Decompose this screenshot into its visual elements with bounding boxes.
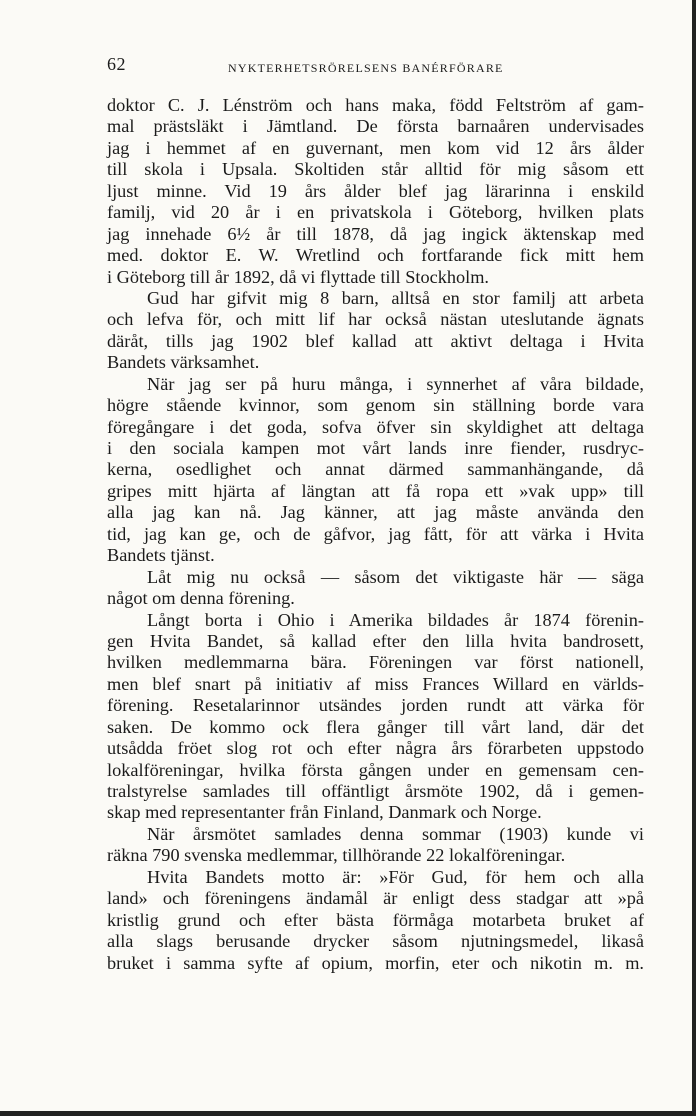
text-line: till skola i Upsala. Skoltiden står alltid för mig såsom ett <box>107 159 644 180</box>
text-line: bruket i samma syfte af opium, morfin, eter och nikotin m. m. <box>107 952 644 973</box>
text-line: doktor C. J. Lénström och hans maka, född Feltström af gam- <box>107 95 644 115</box>
text-line: Hvita Bandets motto är: »För Gud, för hem och alla <box>147 866 644 887</box>
text-line: gen Hvita Bandet, så kallad efter den lilla hvita bandrosett, <box>107 630 644 651</box>
text-line: i den sociala kampen mot vårt lands inre fiender, rusdryc- <box>107 438 644 458</box>
text-line: förening. Resetalarinnor utsändes jorden rundt att värka för <box>107 695 644 716</box>
text-line: alla slags berusande drycker såsom njutningsmedel, likaså <box>107 931 644 952</box>
text-line: med. doktor E. W. Wretlind och fortfarande fick mitt hem <box>107 245 644 266</box>
text-line: hvilken medlemmarna bära. Föreningen var först nationell, <box>107 652 644 673</box>
text-line: mal prästsläkt i Jämtland. De första barnaåren undervisades <box>107 116 644 137</box>
text-line: jag innehade 6½ år till 1878, då jag ingick äktenskap med <box>107 223 644 244</box>
text-line: utsådda fröet slog rot och efter några års förarbeten uppstodo <box>107 738 644 759</box>
text-line: familj, vid 20 år i en privatskola i Göteborg, hvilken plats <box>107 202 644 223</box>
text-line: kerna, osedlighet och annat därmed sammanhängande, då <box>107 459 644 480</box>
text-line: och lefva för, och mitt lif har också nästan uteslutande ägnats <box>107 309 644 330</box>
text-line: tid, jag kan ge, och de gåfvor, jag fått, för att värka i Hvita <box>107 523 644 544</box>
page-edge-bottom <box>0 1111 696 1116</box>
text-line: alla jag kan nå. Jag känner, att jag måste använda den <box>107 502 644 523</box>
page-number: 62 <box>107 54 126 74</box>
text-line: Bandets tjänst. <box>107 545 215 566</box>
text-line: Låt mig nu också — såsom det viktigaste här — säga <box>147 566 644 587</box>
body-text <box>107 95 644 974</box>
text-line: däråt, tills jag 1902 blef kallad att aktivt deltaga i Hvita <box>107 330 644 351</box>
text-line: föregångare i det goda, sofva öfver sin skyldighet att deltaga <box>107 416 644 437</box>
text-line: men blef snart på initiativ af miss Frances Willard en världs- <box>107 673 644 694</box>
text-line: kristlig grund och efter bästa förmåga motarbeta bruket af <box>107 909 644 930</box>
text-line: Gud har gifvit mig 8 barn, alltså en stor familj att arbeta <box>147 287 644 308</box>
text-line: högre stående kvinnor, som genom sin ställning borde vara <box>107 395 644 416</box>
page-edge-right <box>692 0 696 1116</box>
text-line: ljust minne. Vid 19 års ålder blef jag lärarinna i enskild <box>107 180 644 201</box>
text-line: När jag ser på huru många, i synnerhet af våra bildade, <box>147 373 644 394</box>
running-title: NYKTERHETSRÖRELSENS BANÉRFÖRARE <box>228 61 504 75</box>
text-line: jag i hemmet af en guvernant, men kom vid 12 års ålder <box>107 137 644 158</box>
text-line: Bandets värksamhet. <box>107 352 260 373</box>
text-line: Långt borta i Ohio i Amerika bildades år 1874 förenin- <box>147 609 644 630</box>
text-line: något om denna förening. <box>107 588 295 609</box>
text-line: När årsmötet samlades denna sommar (1903) kunde vi <box>147 823 644 844</box>
text-line: räkna 790 svenska medlemmar, tillhörande 22 lokalföreningar. <box>107 845 566 866</box>
text-line: i Göteborg till år 1892, då vi flyttade till Stockholm. <box>107 266 489 287</box>
text-line: lokalföreningar, hvilka första gången under en gemensam cen- <box>107 759 644 780</box>
text-line: tralstyrelse samlades till offäntligt årsmöte 1902, då i gemen- <box>107 781 644 801</box>
text-line: gripes mitt hjärta af längtan att få ropa ett »vak upp» till <box>107 480 644 501</box>
text-line: saken. De kommo ock flera gånger till vårt land, där det <box>107 716 644 737</box>
text-line: skap med representanter från Finland, Danmark och Norge. <box>107 802 542 823</box>
text-line: land» och föreningens ändamål är enligt dess stadgar att »på <box>107 888 644 909</box>
